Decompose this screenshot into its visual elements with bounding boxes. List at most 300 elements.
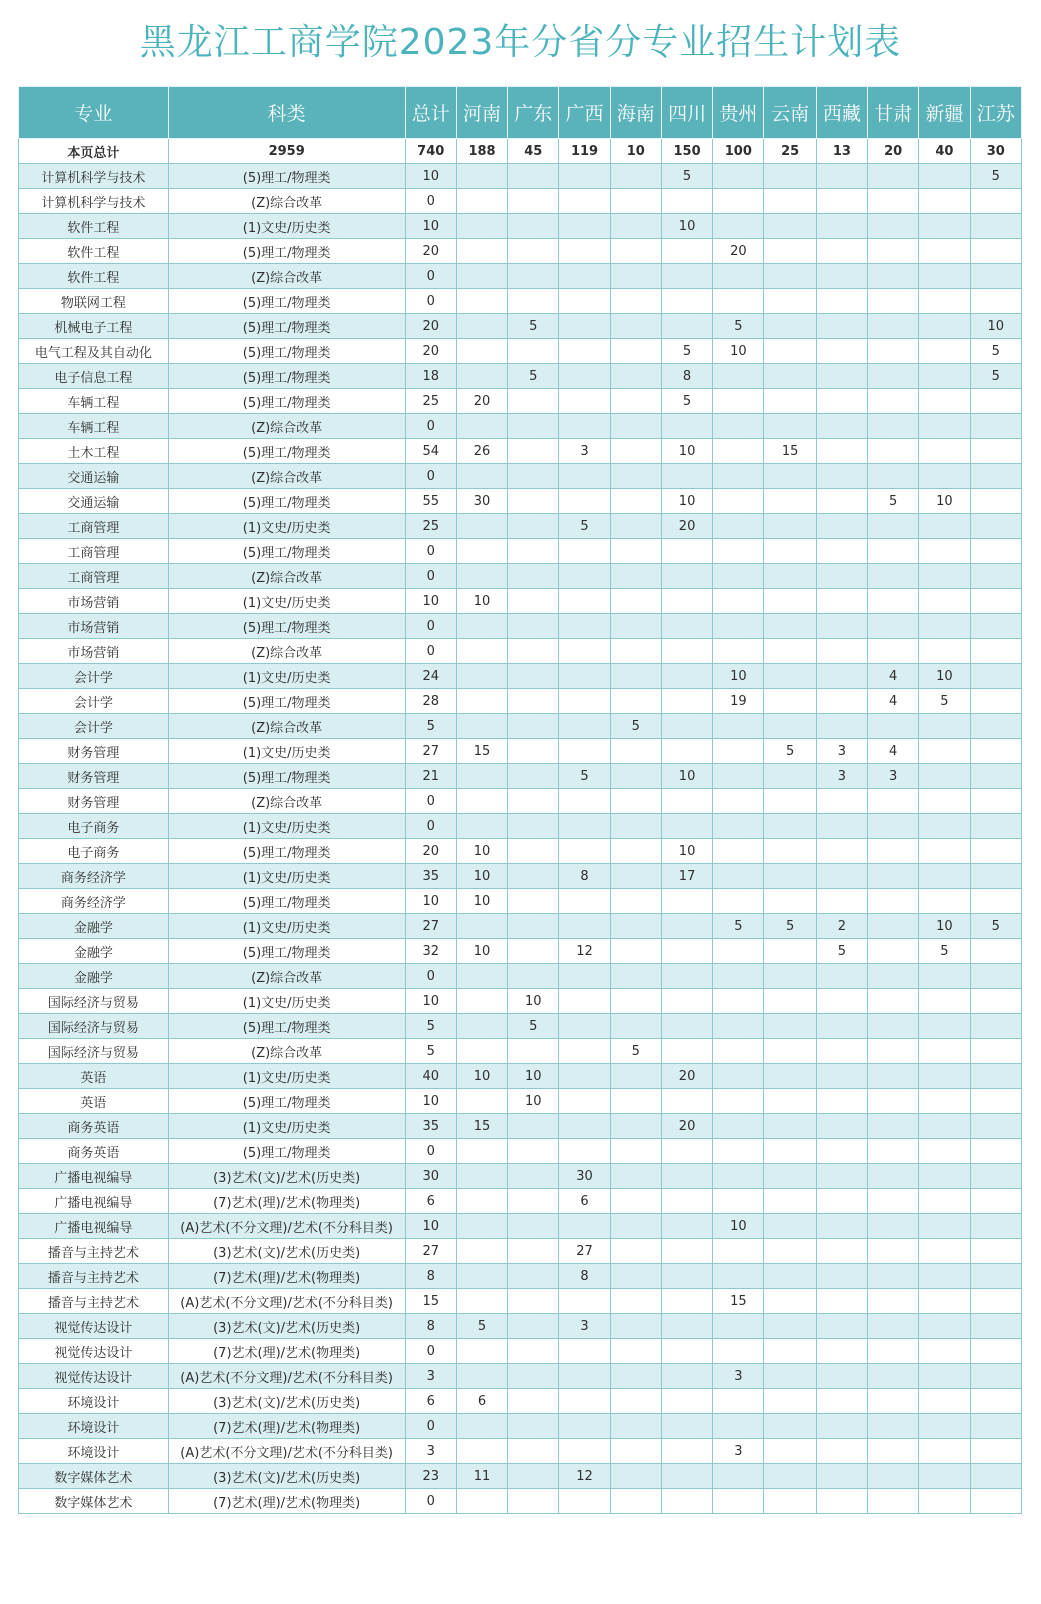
count-cell (919, 589, 970, 614)
count-cell (970, 614, 1021, 639)
count-cell (919, 989, 970, 1014)
category-cell: 2959 (168, 139, 405, 164)
count-cell (764, 189, 816, 214)
count-cell (508, 764, 559, 789)
count-cell (610, 639, 661, 664)
category-cell: (7)艺术(理)/艺术(物理类) (168, 1189, 405, 1214)
count-cell: 5 (661, 339, 712, 364)
count-cell (970, 639, 1021, 664)
column-header: 贵州 (713, 87, 764, 139)
count-cell: 3 (816, 764, 867, 789)
count-cell (713, 864, 764, 889)
count-cell (868, 814, 919, 839)
count-cell: 20 (868, 139, 919, 164)
table-row (19, 1089, 1022, 1114)
count-cell (970, 664, 1021, 689)
count-cell: 8 (405, 1314, 456, 1339)
category-cell: (1)文史/历史类 (168, 864, 405, 889)
count-cell (508, 1414, 559, 1439)
count-cell (970, 1239, 1021, 1264)
count-cell (816, 289, 867, 314)
count-cell (868, 1014, 919, 1039)
count-cell (764, 864, 816, 889)
column-header: 河南 (456, 87, 507, 139)
count-cell (713, 1089, 764, 1114)
count-cell (661, 1239, 712, 1264)
major-cell: 数字媒体艺术 (19, 1464, 169, 1489)
category-cell: (5)理工/物理类 (168, 764, 405, 789)
count-cell (764, 539, 816, 564)
table-row (19, 1414, 1022, 1439)
count-cell (970, 1114, 1021, 1139)
count-cell (508, 339, 559, 364)
count-cell (816, 714, 867, 739)
table-row (19, 1064, 1022, 1089)
count-cell (764, 1139, 816, 1164)
count-cell (610, 1064, 661, 1089)
count-cell (610, 164, 661, 189)
count-cell (456, 639, 507, 664)
count-cell (559, 414, 610, 439)
count-cell: 10 (661, 489, 712, 514)
count-cell (919, 1264, 970, 1289)
count-cell: 10 (405, 989, 456, 1014)
major-cell: 机械电子工程 (19, 314, 169, 339)
count-cell: 10 (919, 489, 970, 514)
count-cell (713, 389, 764, 414)
count-cell: 20 (661, 514, 712, 539)
count-cell: 3 (405, 1364, 456, 1389)
count-cell: 10 (713, 339, 764, 364)
count-cell: 119 (559, 139, 610, 164)
count-cell (610, 914, 661, 939)
major-cell: 环境设计 (19, 1389, 169, 1414)
count-cell (508, 1439, 559, 1464)
count-cell (610, 1439, 661, 1464)
count-cell (713, 839, 764, 864)
count-cell (764, 839, 816, 864)
count-cell (559, 1339, 610, 1364)
major-cell: 土木工程 (19, 439, 169, 464)
count-cell (456, 1264, 507, 1289)
count-cell: 5 (508, 1014, 559, 1039)
count-cell (764, 589, 816, 614)
major-cell: 计算机科学与技术 (19, 189, 169, 214)
count-cell (661, 1364, 712, 1389)
count-cell (713, 739, 764, 764)
count-cell: 27 (559, 1239, 610, 1264)
count-cell (661, 989, 712, 1014)
count-cell (919, 164, 970, 189)
count-cell (661, 964, 712, 989)
count-cell (661, 314, 712, 339)
count-cell: 5 (559, 764, 610, 789)
count-cell (970, 564, 1021, 589)
count-cell (508, 489, 559, 514)
table-row (19, 1314, 1022, 1339)
count-cell (713, 564, 764, 589)
count-cell (764, 1389, 816, 1414)
count-cell (508, 289, 559, 314)
count-cell (868, 964, 919, 989)
category-cell: (5)理工/物理类 (168, 539, 405, 564)
count-cell (508, 164, 559, 189)
major-cell: 车辆工程 (19, 389, 169, 414)
count-cell (661, 1314, 712, 1339)
table-row (19, 389, 1022, 414)
count-cell (661, 639, 712, 664)
count-cell (508, 1214, 559, 1239)
table-row (19, 214, 1022, 239)
table-row (19, 1389, 1022, 1414)
count-cell (661, 539, 712, 564)
count-cell (661, 1464, 712, 1489)
table-header-row (19, 87, 1022, 139)
count-cell: 0 (405, 189, 456, 214)
table-body (19, 139, 1022, 1514)
count-cell (868, 1189, 919, 1214)
count-cell (816, 1439, 867, 1464)
count-cell (610, 539, 661, 564)
count-cell (764, 564, 816, 589)
count-cell: 0 (405, 1339, 456, 1364)
count-cell (456, 339, 507, 364)
count-cell (816, 1289, 867, 1314)
count-cell (816, 1189, 867, 1214)
count-cell (764, 414, 816, 439)
count-cell (919, 864, 970, 889)
count-cell (508, 389, 559, 414)
count-cell (919, 1064, 970, 1089)
count-cell (508, 789, 559, 814)
category-cell: (1)文史/历史类 (168, 1064, 405, 1089)
count-cell (456, 989, 507, 1014)
category-cell: (Z)综合改革 (168, 789, 405, 814)
count-cell (713, 1464, 764, 1489)
count-cell: 30 (456, 489, 507, 514)
table-row (19, 764, 1022, 789)
count-cell (559, 239, 610, 264)
count-cell (713, 589, 764, 614)
count-cell (970, 489, 1021, 514)
count-cell (868, 589, 919, 614)
count-cell (559, 289, 610, 314)
major-cell: 商务英语 (19, 1114, 169, 1139)
count-cell: 0 (405, 264, 456, 289)
count-cell (713, 1039, 764, 1064)
count-cell: 3 (868, 764, 919, 789)
count-cell (610, 764, 661, 789)
count-cell (610, 339, 661, 364)
count-cell (508, 739, 559, 764)
count-cell: 10 (456, 939, 507, 964)
count-cell (713, 1389, 764, 1414)
category-cell: (3)艺术(文)/艺术(历史类) (168, 1389, 405, 1414)
table-row (19, 789, 1022, 814)
table-row (19, 1164, 1022, 1189)
count-cell (868, 564, 919, 589)
count-cell: 8 (559, 864, 610, 889)
count-cell (713, 289, 764, 314)
count-cell (713, 1064, 764, 1089)
count-cell (559, 189, 610, 214)
count-cell: 5 (456, 1314, 507, 1339)
count-cell (610, 1089, 661, 1114)
count-cell: 10 (456, 1064, 507, 1089)
count-cell (713, 789, 764, 814)
count-cell (456, 1214, 507, 1239)
count-cell: 25 (405, 514, 456, 539)
count-cell (868, 189, 919, 214)
count-cell: 5 (405, 1039, 456, 1064)
count-cell (970, 714, 1021, 739)
category-cell: (5)理工/物理类 (168, 389, 405, 414)
count-cell (610, 939, 661, 964)
count-cell (970, 1414, 1021, 1439)
count-cell (816, 1414, 867, 1439)
count-cell (661, 789, 712, 814)
category-cell: (3)艺术(文)/艺术(历史类) (168, 1239, 405, 1264)
count-cell (868, 1139, 919, 1164)
count-cell (508, 1164, 559, 1189)
count-cell (919, 189, 970, 214)
count-cell (559, 964, 610, 989)
count-cell (661, 264, 712, 289)
major-cell: 视觉传达设计 (19, 1314, 169, 1339)
count-cell (816, 689, 867, 714)
count-cell (764, 1364, 816, 1389)
count-cell (764, 1464, 816, 1489)
count-cell (508, 814, 559, 839)
count-cell (508, 1339, 559, 1364)
count-cell (919, 614, 970, 639)
count-cell (919, 964, 970, 989)
count-cell (559, 314, 610, 339)
count-cell (764, 714, 816, 739)
count-cell: 6 (456, 1389, 507, 1414)
count-cell: 10 (456, 589, 507, 614)
count-cell (816, 1114, 867, 1139)
count-cell (868, 1364, 919, 1389)
count-cell (713, 714, 764, 739)
count-cell (559, 614, 610, 639)
table-row (19, 514, 1022, 539)
table-row (19, 439, 1022, 464)
count-cell (713, 214, 764, 239)
count-cell: 5 (713, 314, 764, 339)
count-cell (816, 1014, 867, 1039)
table-row (19, 264, 1022, 289)
column-header: 江苏 (970, 87, 1021, 139)
count-cell (508, 264, 559, 289)
count-cell: 5 (508, 314, 559, 339)
count-cell (919, 1439, 970, 1464)
column-header: 广东 (508, 87, 559, 139)
table-row (19, 1189, 1022, 1214)
category-cell: (1)文史/历史类 (168, 1114, 405, 1139)
count-cell (868, 1214, 919, 1239)
table-row (19, 689, 1022, 714)
count-cell (816, 314, 867, 339)
count-cell (456, 1339, 507, 1364)
count-cell (610, 989, 661, 1014)
count-cell (816, 339, 867, 364)
count-cell (610, 564, 661, 589)
count-cell (764, 1489, 816, 1514)
count-cell (456, 239, 507, 264)
count-cell (764, 964, 816, 989)
count-cell (764, 1189, 816, 1214)
count-cell (970, 814, 1021, 839)
count-cell (661, 914, 712, 939)
count-cell (816, 664, 867, 689)
table-row (19, 189, 1022, 214)
count-cell (919, 1339, 970, 1364)
count-cell: 0 (405, 464, 456, 489)
count-cell: 5 (610, 1039, 661, 1064)
count-cell: 12 (559, 1464, 610, 1489)
count-cell (559, 1064, 610, 1089)
count-cell (661, 1339, 712, 1364)
count-cell: 27 (405, 739, 456, 764)
count-cell (816, 189, 867, 214)
count-cell (661, 1014, 712, 1039)
category-cell: (5)理工/物理类 (168, 289, 405, 314)
count-cell (713, 764, 764, 789)
count-cell (868, 539, 919, 564)
count-cell: 20 (661, 1064, 712, 1089)
count-cell (559, 689, 610, 714)
count-cell: 0 (405, 639, 456, 664)
column-header: 海南 (610, 87, 661, 139)
table-row (19, 1464, 1022, 1489)
count-cell (456, 1164, 507, 1189)
count-cell: 100 (713, 139, 764, 164)
count-cell (661, 614, 712, 639)
enrollment-table-container (18, 86, 1022, 1514)
count-cell (816, 514, 867, 539)
count-cell: 23 (405, 1464, 456, 1489)
count-cell (868, 1239, 919, 1264)
count-cell (713, 1339, 764, 1364)
count-cell (610, 739, 661, 764)
count-cell (610, 1389, 661, 1414)
count-cell: 10 (405, 164, 456, 189)
count-cell: 4 (868, 739, 919, 764)
count-cell (970, 539, 1021, 564)
count-cell: 0 (405, 789, 456, 814)
major-cell: 英语 (19, 1064, 169, 1089)
count-cell (610, 1339, 661, 1364)
category-cell: (Z)综合改革 (168, 1039, 405, 1064)
count-cell (456, 1089, 507, 1114)
count-cell: 6 (559, 1189, 610, 1214)
count-cell: 5 (764, 914, 816, 939)
count-cell (508, 914, 559, 939)
count-cell: 32 (405, 939, 456, 964)
count-cell (456, 764, 507, 789)
count-cell: 8 (559, 1264, 610, 1289)
table-row (19, 239, 1022, 264)
major-cell: 本页总计 (19, 139, 169, 164)
count-cell (610, 1139, 661, 1164)
count-cell (868, 614, 919, 639)
column-header: 西藏 (816, 87, 867, 139)
table-row (19, 1114, 1022, 1139)
count-cell: 55 (405, 489, 456, 514)
count-cell (661, 939, 712, 964)
table-row (19, 664, 1022, 689)
count-cell (508, 1489, 559, 1514)
count-cell: 45 (508, 139, 559, 164)
count-cell: 10 (661, 439, 712, 464)
column-header: 云南 (764, 87, 816, 139)
count-cell (816, 1139, 867, 1164)
count-cell: 5 (610, 714, 661, 739)
count-cell: 3 (559, 1314, 610, 1339)
major-cell: 工商管理 (19, 564, 169, 589)
count-cell (816, 1314, 867, 1339)
count-cell (508, 189, 559, 214)
count-cell: 27 (405, 914, 456, 939)
count-cell (661, 464, 712, 489)
count-cell (610, 1364, 661, 1389)
count-cell (610, 1239, 661, 1264)
major-cell: 财务管理 (19, 739, 169, 764)
count-cell: 54 (405, 439, 456, 464)
category-cell: (3)艺术(文)/艺术(历史类) (168, 1464, 405, 1489)
count-cell (610, 889, 661, 914)
count-cell: 3 (816, 739, 867, 764)
count-cell (970, 989, 1021, 1014)
major-cell: 国际经济与贸易 (19, 989, 169, 1014)
count-cell (713, 1314, 764, 1339)
count-cell (456, 1414, 507, 1439)
major-cell: 数字媒体艺术 (19, 1489, 169, 1514)
category-cell: (5)理工/物理类 (168, 339, 405, 364)
count-cell: 20 (713, 239, 764, 264)
count-cell (508, 1314, 559, 1339)
count-cell (559, 539, 610, 564)
count-cell (764, 164, 816, 189)
category-cell: (5)理工/物理类 (168, 1089, 405, 1114)
count-cell (970, 464, 1021, 489)
count-cell (661, 289, 712, 314)
count-cell (970, 964, 1021, 989)
count-cell: 20 (456, 389, 507, 414)
count-cell: 10 (713, 1214, 764, 1239)
category-cell: (5)理工/物理类 (168, 889, 405, 914)
count-cell (816, 264, 867, 289)
count-cell: 0 (405, 564, 456, 589)
count-cell (919, 1464, 970, 1489)
major-cell: 交通运输 (19, 464, 169, 489)
category-cell: (1)文史/历史类 (168, 739, 405, 764)
category-cell: (1)文史/历史类 (168, 214, 405, 239)
count-cell: 20 (405, 839, 456, 864)
count-cell (456, 1239, 507, 1264)
count-cell: 20 (661, 1114, 712, 1139)
count-cell (661, 1089, 712, 1114)
table-row (19, 714, 1022, 739)
category-cell: (1)文史/历史类 (168, 814, 405, 839)
count-cell (610, 1489, 661, 1514)
count-cell: 8 (405, 1264, 456, 1289)
count-cell (508, 1189, 559, 1214)
count-cell (456, 164, 507, 189)
count-cell (868, 914, 919, 939)
count-cell (868, 389, 919, 414)
